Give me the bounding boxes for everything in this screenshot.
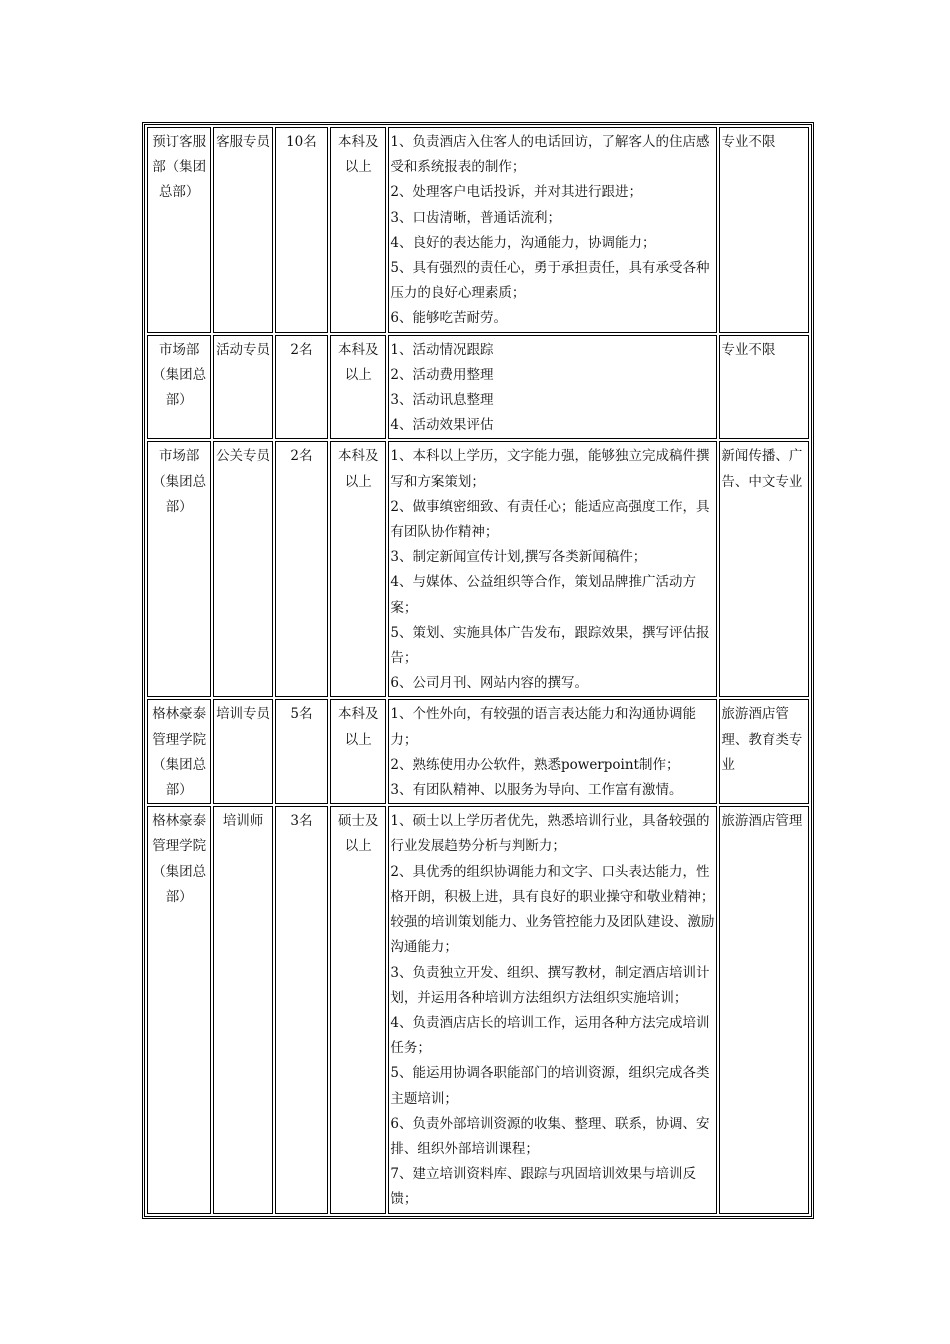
duty-item: 1、本科以上学历，文字能力强，能够独立完成稿件撰写和方案策划； <box>390 448 710 490</box>
position-cell: 活动专员 <box>213 335 272 440</box>
duty-item: 3、口齿清晰，普通话流利； <box>390 209 561 226</box>
duty-item: 5、具有强烈的责任心，勇于承担责任，具有承受各种压力的良好心理素质； <box>390 260 710 302</box>
duties-cell <box>388 806 717 1213</box>
duty-item: 4、负责酒店店长的培训工作，运用各种方法完成培训任务； <box>390 1014 710 1057</box>
duty-item: 4、活动效果评估 <box>390 417 494 434</box>
education-cell: 本科及以上 <box>330 699 386 804</box>
job-table <box>144 124 812 1217</box>
table-row <box>147 335 809 440</box>
department-cell: 市场部（集团总部） <box>147 335 211 440</box>
duty-item: 6、负责外部培训资源的收集、整理、联系，协调、安排、组织外部培训课程； <box>390 1115 710 1157</box>
duty-item: 2、活动费用整理 <box>390 366 494 383</box>
education-cell: 本科及以上 <box>330 441 386 697</box>
count-cell: 2名 <box>275 335 328 440</box>
duties-cell <box>388 127 717 333</box>
duty-item: 1、硕士以上学历者优先，熟悉培训行业，具备较强的行业发展趋势分析与判断力； <box>390 813 710 855</box>
department-cell: 预订客服部（集团总部） <box>147 127 211 333</box>
duties-cell <box>388 335 717 440</box>
position-cell: 培训专员 <box>213 699 272 804</box>
duty-item: 7、建立培训资料库、跟踪与巩固培训效果与培训反馈； <box>390 1166 696 1208</box>
position-cell: 公关专员 <box>213 441 272 697</box>
duty-item: 2、处理客户电话投诉，并对其进行跟进； <box>390 184 642 201</box>
duties-cell <box>388 699 717 804</box>
table-row <box>147 127 809 333</box>
table-row <box>147 441 809 697</box>
major-cell: 专业不限 <box>719 127 809 333</box>
duty-item: 6、能够吃苦耐劳。 <box>390 310 507 327</box>
department-cell: 格林豪泰管理学院（集团总部） <box>147 699 211 804</box>
duty-item: 1、负责酒店入住客人的电话回访，了解客人的住店感受和系统报表的制作； <box>390 134 710 176</box>
department-cell: 市场部（集团总部） <box>147 441 211 697</box>
duty-item: 2、熟练使用办公软件，熟悉powerpoint制作； <box>390 756 680 773</box>
duty-item: 6、公司月刊、网站内容的撰写。 <box>390 675 588 692</box>
count-cell: 5名 <box>275 699 328 804</box>
count-cell: 10名 <box>275 127 328 333</box>
duty-item: 5、能运用协调各职能部门的培训资源，组织完成各类主题培训； <box>390 1065 710 1107</box>
duty-item: 4、良好的表达能力，沟通能力，协调能力； <box>390 234 656 251</box>
major-cell: 旅游酒店管理 <box>719 806 809 1213</box>
duty-item: 2、做事缜密细致、有责任心；能适应高强度工作，具有团队协作精神； <box>390 498 710 541</box>
duty-item: 5、策划、实施具体广告发布，跟踪效果，撰写评估报告； <box>390 624 710 667</box>
education-cell: 本科及以上 <box>330 127 386 333</box>
table-row <box>147 806 809 1213</box>
duty-item: 4、与媒体、公益组织等合作，策划品牌推广活动方案； <box>390 574 696 616</box>
education-cell: 本科及以上 <box>330 335 386 440</box>
duty-item: 3、制定新闻宣传计划,撰写各类新闻稿件； <box>390 549 647 566</box>
duty-item: 2、具优秀的组织协调能力和文字、口头表达能力，性格开朗，积极上进，具有良好的职业操守和敬业精神；较强的培训策划能力、业务管控能力及团队建设、激励沟通能力； <box>390 863 715 956</box>
education-cell: 硕士及以上 <box>330 806 386 1213</box>
duties-cell <box>388 441 717 697</box>
duty-item: 3、有团队精神、以服务为导向、工作富有激情。 <box>390 782 683 799</box>
duty-item: 1、个性外向，有较强的语言表达能力和沟通协调能力； <box>390 706 696 748</box>
position-cell: 培训师 <box>213 806 272 1213</box>
department-cell: 格林豪泰管理学院（集团总部） <box>147 806 211 1213</box>
table-row <box>147 699 809 804</box>
duty-item: 1、活动情况跟踪 <box>390 341 494 358</box>
position-cell: 客服专员 <box>213 127 272 333</box>
duty-item: 3、活动讯息整理 <box>390 392 494 409</box>
major-cell: 旅游酒店管理、教育类专业 <box>719 699 809 804</box>
count-cell: 3名 <box>275 806 328 1213</box>
major-cell: 新闻传播、广告、中文专业 <box>719 441 809 697</box>
duty-item: 3、负责独立开发、组织、撰写教材，制定酒店培训计划，并运用各种培训方法组织方法组织实施培训； <box>390 964 710 1006</box>
major-cell: 专业不限 <box>719 335 809 440</box>
count-cell: 2名 <box>275 441 328 697</box>
